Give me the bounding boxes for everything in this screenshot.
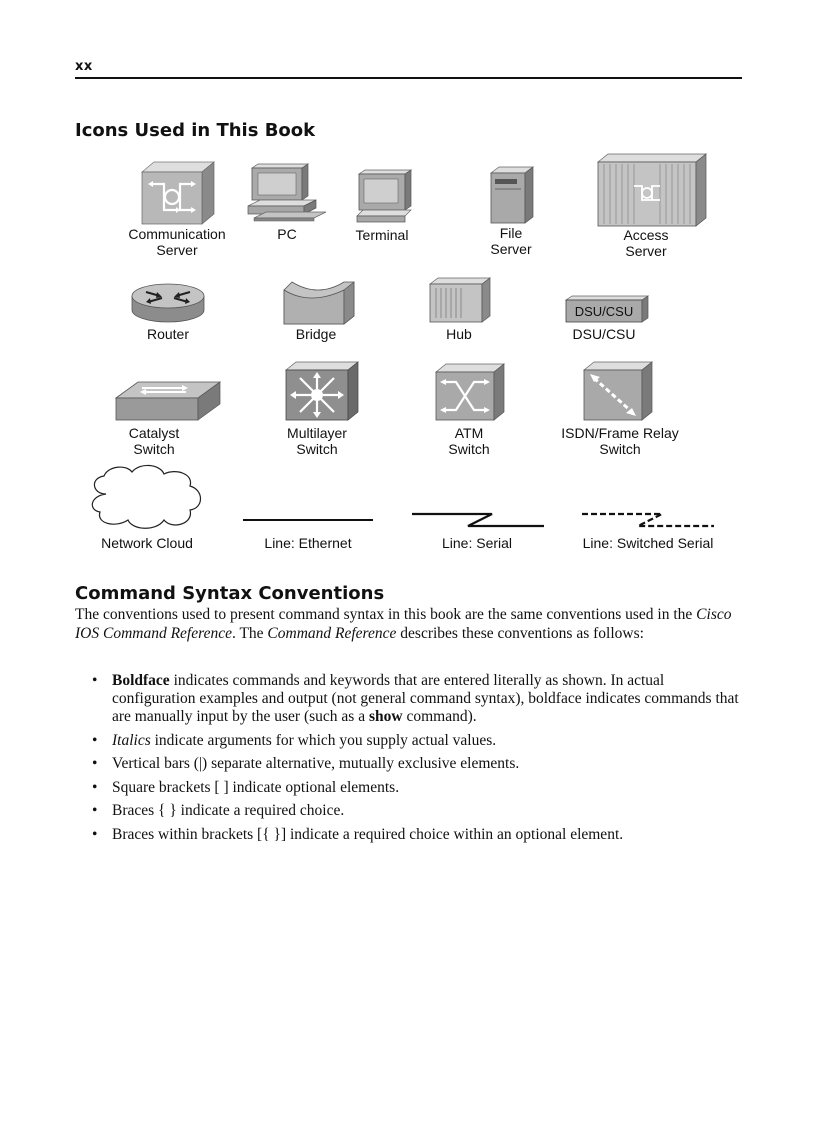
network-cloud-icon xyxy=(86,464,208,532)
access-server-icon xyxy=(596,152,708,228)
bridge-icon xyxy=(282,280,356,326)
list-item-square-brackets: • Square brackets [ ] indicate optional elements. xyxy=(90,779,750,797)
bridge-label: Bridge xyxy=(295,326,337,342)
line-ethernet-icon xyxy=(243,514,375,526)
communication-server-icon xyxy=(138,160,218,226)
conventions-list xyxy=(90,672,750,849)
isdn-frame-relay-switch-icon xyxy=(582,360,654,422)
atm-switch-icon xyxy=(434,362,506,422)
cisco-ios-reference-title: Cisco IOS Command Reference xyxy=(75,606,732,642)
access-server-label: Access Server xyxy=(623,227,669,259)
list-item-italics: • Italics indicate arguments for which you supply actual values. xyxy=(90,732,750,750)
hub-icon xyxy=(428,276,492,324)
line-switched-serial-icon xyxy=(580,508,716,530)
command-reference-title: Command Reference xyxy=(267,625,397,642)
file-server-label: File Server xyxy=(490,225,532,257)
catalyst-switch-label: Catalyst Switch xyxy=(128,425,180,457)
line-ethernet-label: Line: Ethernet xyxy=(264,535,352,551)
line-switched-serial-label: Line: Switched Serial xyxy=(582,535,714,551)
command-intro-paragraph: The conventions used to present command syntax in this book are the same conventions used in the Cisco IOS Command Reference. The Command Reference describes these conventions as follows: xyxy=(75,606,732,642)
page-number: xx xyxy=(75,59,93,74)
dsu-csu-icon xyxy=(564,294,650,324)
line-serial-label: Line: Serial xyxy=(441,535,513,551)
network-cloud-label: Network Cloud xyxy=(101,535,193,551)
router-label: Router xyxy=(146,326,190,342)
router-icon xyxy=(128,278,208,324)
list-item-boldface: • Boldface indicates commands and keywords that are entered literally as shown. In actual configuration examples and output (not general command syntax), boldface indicates commands that are manually input by the user (such as a show command). xyxy=(90,672,750,726)
header-rule xyxy=(75,77,742,79)
line-serial-icon xyxy=(410,508,546,530)
terminal-icon xyxy=(355,168,413,224)
command-section-title: Command Syntax Conventions xyxy=(75,583,385,604)
terminal-label: Terminal xyxy=(355,227,409,243)
pc-icon xyxy=(246,162,328,222)
catalyst-switch-icon xyxy=(112,380,222,422)
list-item-braces: • Braces { } indicate a required choice. xyxy=(90,802,750,820)
multilayer-switch-icon xyxy=(284,360,360,422)
dsu-csu-label: DSU/CSU xyxy=(572,326,636,342)
icons-section-title: Icons Used in This Book xyxy=(75,120,316,141)
pc-label: PC xyxy=(277,226,297,242)
list-item-braces-within-brackets: • Braces within brackets [{ }] indicate a required choice within an optional element. xyxy=(90,826,750,844)
atm-switch-label: ATM Switch xyxy=(448,425,490,457)
file-server-icon xyxy=(489,165,535,225)
isdn-frame-relay-switch-label: ISDN/Frame Relay Switch xyxy=(561,425,679,457)
list-item-vertical-bars: • Vertical bars (|) separate alternative, mutually exclusive elements. xyxy=(90,755,750,773)
communication-server-label: Communication Server xyxy=(128,226,226,258)
multilayer-switch-label: Multilayer Switch xyxy=(287,425,347,457)
dsu-csu-box-text: DSU/CSU xyxy=(574,304,634,319)
hub-label: Hub xyxy=(446,326,472,342)
